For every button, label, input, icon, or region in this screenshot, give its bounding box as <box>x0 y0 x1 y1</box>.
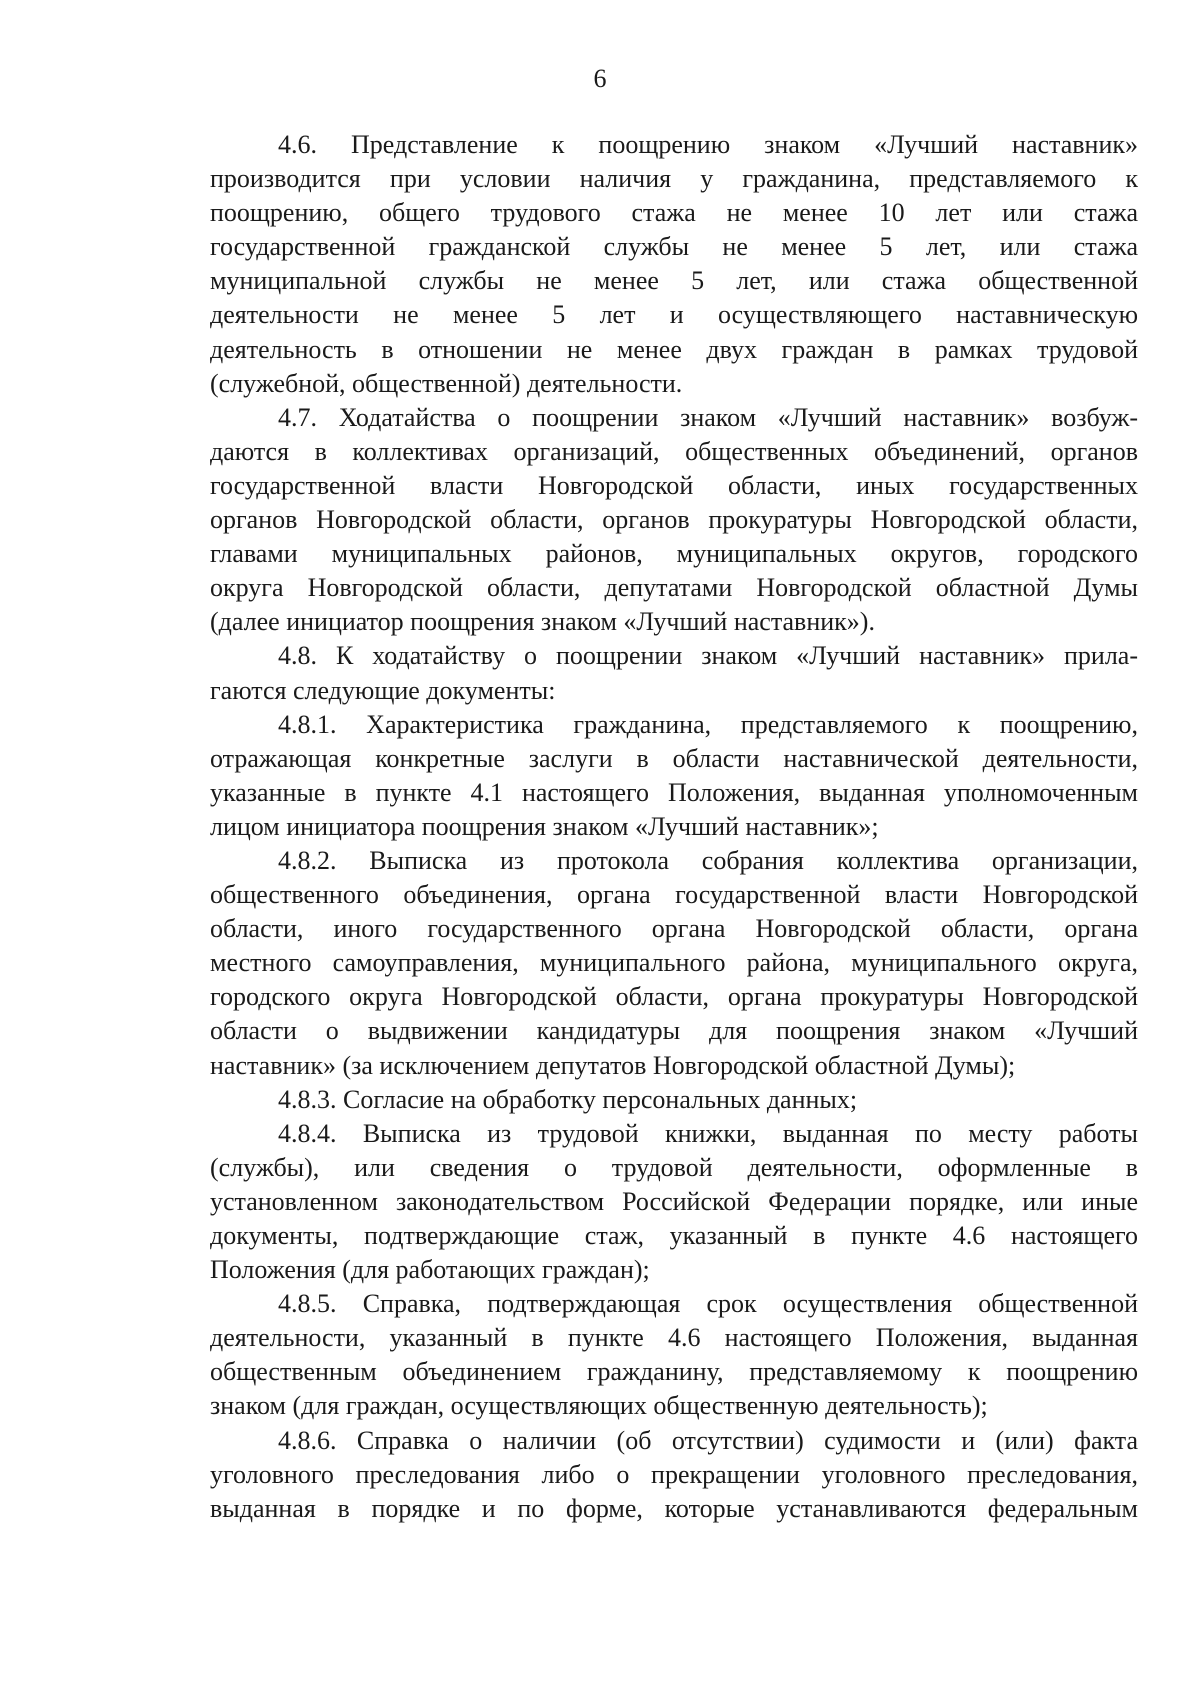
text-line: лицом инициатора поощрения знаком «Лучший наставник»; <box>210 811 879 841</box>
paragraph-4-8 <box>210 639 1138 707</box>
text-line: округа Новгородской области, депутатами Новгородской областной Думы <box>210 573 1138 603</box>
text-line: производится при условии наличия у гражданина, представляемого к <box>210 164 1138 194</box>
text-line: деятельность в отношении не менее двух граждан в рамках трудовой <box>210 334 1138 364</box>
text-line: области о выдвижении кандидатуры для поощрения знаком «Лучший <box>210 1016 1138 1046</box>
text-line: городского округа Новгородской области, органа прокуратуры Новгородской <box>210 982 1138 1012</box>
document-body <box>210 128 1138 1526</box>
text-line: деятельности, указанный в пункте 4.6 настоящего Положения, выданная <box>210 1323 1138 1353</box>
text-line: 4.8.5. Справка, подтверждающая срок осуществления общественной <box>278 1289 1138 1319</box>
text-line: общественного объединения, органа государственной власти Новгородской <box>210 880 1138 910</box>
text-line: 4.8.6. Справка о наличии (об отсутствии) судимости и (или) факта <box>278 1425 1138 1455</box>
paragraph-4-8-4 <box>210 1117 1138 1287</box>
text-line: 4.8.1. Характеристика гражданина, представляемого к поощрению, <box>278 709 1138 739</box>
text-line: установленном законодательством Российской Федерации порядке, или иные <box>210 1186 1138 1216</box>
text-line: местного самоуправления, муниципального района, муниципального округа, <box>210 948 1138 978</box>
text-line: отражающая конкретные заслуги в области наставнической деятельности, <box>210 743 1138 773</box>
text-line: деятельности не менее 5 лет и осуществляющего наставническую <box>210 300 1138 330</box>
text-line: 4.8.4. Выписка из трудовой книжки, выданная по месту работы <box>278 1118 1138 1148</box>
paragraph-4-8-3 <box>210 1083 1138 1117</box>
text-line: наставник» (за исключением депутатов Новгородской областной Думы); <box>210 1050 1016 1080</box>
text-line: выданная в порядке и по форме, которые устанавливаются федеральным <box>210 1493 1138 1523</box>
text-line: Положения (для работающих граждан); <box>210 1255 650 1285</box>
paragraph-4-8-5 <box>210 1287 1138 1423</box>
paragraph-4-8-2 <box>210 844 1138 1083</box>
text-line: (служебной, общественной) деятельности. <box>210 368 683 398</box>
text-line: государственной власти Новгородской области, иных государственных <box>210 470 1138 500</box>
text-line: органов Новгородской области, органов прокуратуры Новгородской области, <box>210 505 1138 535</box>
page-number: 6 <box>593 64 607 93</box>
text-line: 4.8.2. Выписка из протокола собрания коллектива организации, <box>278 845 1138 875</box>
text-line: 4.6. Представление к поощрению знаком «Лучший наставник» <box>278 130 1138 159</box>
text-line: 4.8.3. Согласие на обработку персональных данных; <box>278 1084 858 1114</box>
text-line: главами муниципальных районов, муниципальных округов, городского <box>210 539 1138 569</box>
text-line: документы, подтверждающие стаж, указанный в пункте 4.6 настоящего <box>210 1221 1138 1250</box>
paragraph-4-7 <box>210 401 1138 640</box>
paragraph-4-8-1 <box>210 708 1138 844</box>
text-line: государственной гражданской службы не менее 5 лет, или стажа <box>210 232 1138 262</box>
paragraph-4-6 <box>210 128 1138 401</box>
text-line: поощрению, общего трудового стажа не менее 10 лет или стажа <box>210 198 1138 228</box>
text-line: общественным объединением гражданину, представляемому к поощрению <box>210 1357 1138 1387</box>
text-line: (службы), или сведения о трудовой деятельности, оформленные в <box>210 1152 1138 1182</box>
text-line: гаются следующие документы: <box>210 675 556 705</box>
text-line: знаком (для граждан, осуществляющих общественную деятельность); <box>210 1391 988 1421</box>
text-line: муниципальной службы не менее 5 лет, или стажа общественной <box>210 266 1138 296</box>
text-line: области, иного государственного органа Новгородской области, органа <box>210 914 1138 944</box>
paragraph-4-8-6 <box>210 1424 1138 1526</box>
text-line: уголовного преследования либо о прекращении уголовного преследования, <box>210 1459 1138 1489</box>
text-line: указанные в пункте 4.1 настоящего Положения, выданная уполномоченным <box>210 777 1138 807</box>
text-line: 4.7. Ходатайства о поощрении знаком «Лучший наставник» возбуж- <box>278 402 1138 432</box>
text-line: даются в коллективах организаций, общественных объединений, органов <box>210 436 1138 466</box>
text-line: (далее инициатор поощрения знаком «Лучший наставник»). <box>210 607 875 637</box>
text-line: 4.8. К ходатайству о поощрении знаком «Лучший наставник» прила- <box>278 641 1138 671</box>
